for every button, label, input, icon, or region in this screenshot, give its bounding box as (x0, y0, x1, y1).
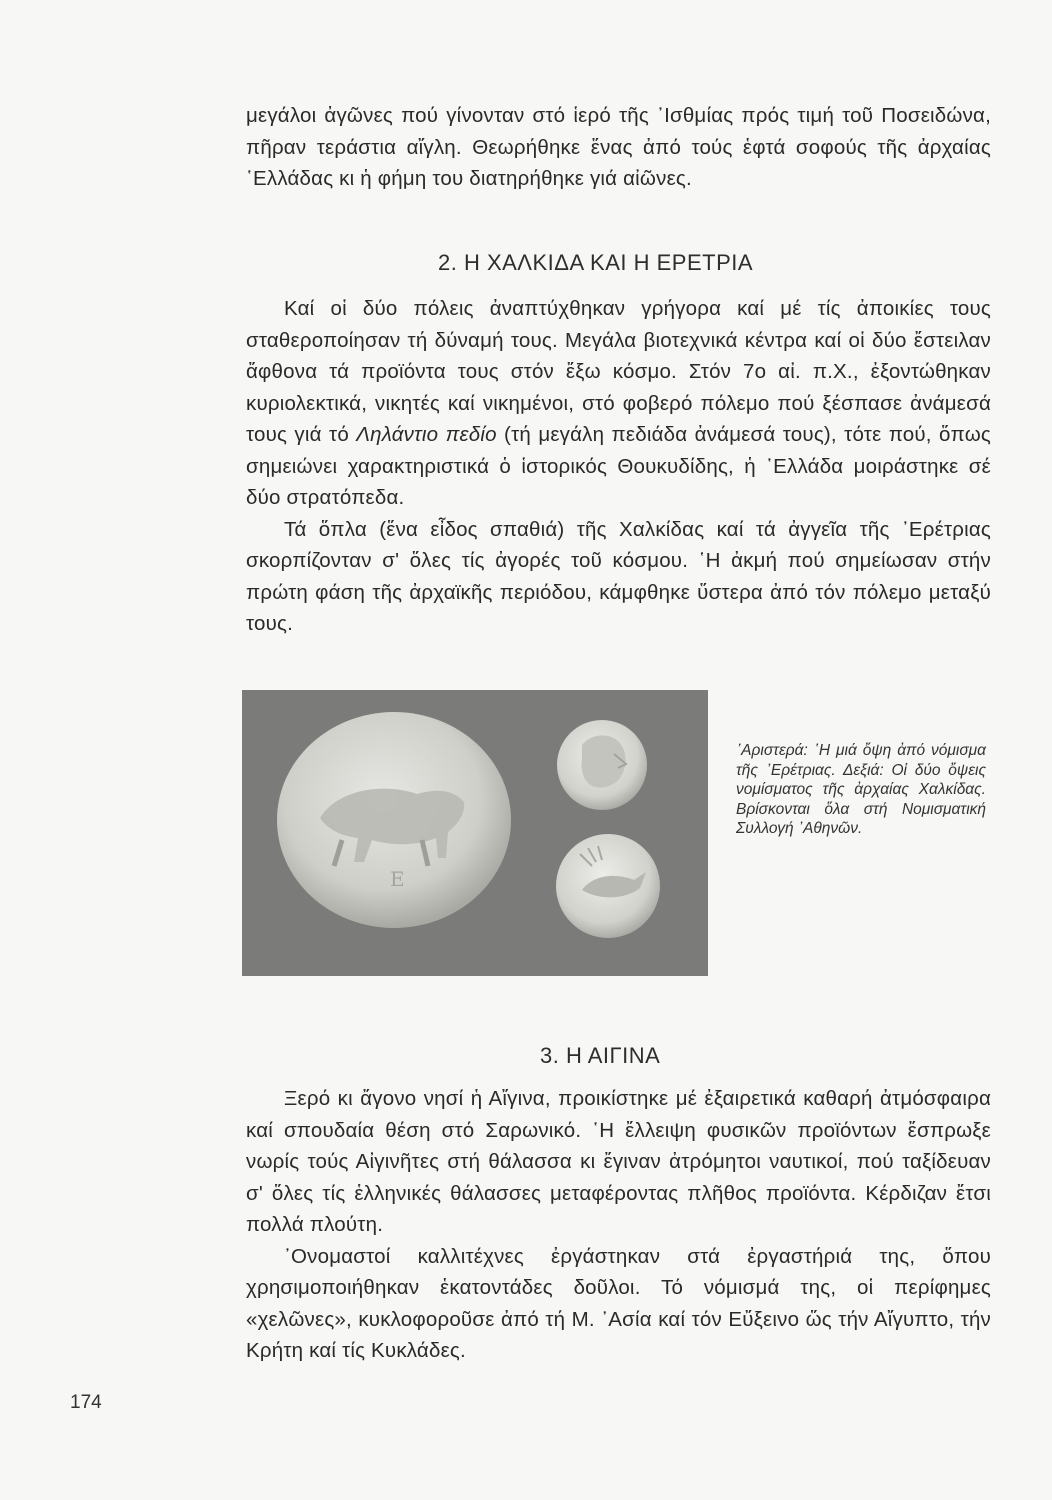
section-2-heading: 2. Η ΧΑΛΚΙΔΑ ΚΑΙ Η ΕΡΕΤΡΙΑ (438, 250, 754, 275)
chalcis-coin-reverse (556, 834, 660, 938)
coins-illustration (242, 690, 708, 976)
italic-term: Ληλάντιο πεδίο (356, 423, 497, 446)
chalcis-coin-obverse (557, 720, 647, 810)
section-3-heading: 3. Η ΑΙΓΙΝΑ (540, 1043, 661, 1068)
section-2-body (246, 293, 991, 640)
section-2-paragraph-1 (246, 293, 991, 514)
intro-paragraph: μεγάλοι ἀγῶνες πού γίνονταν στό ἱερό τῆς ᾿Ισθμίας πρός τιμή τοῦ Ποσειδώνα, πῆραν τεράστια αἴγλη. Θεωρήθηκε ἕνας ἀπό τούς ἑφτά σοφούς τῆς ἀρχαίας ῾Ελλάδας κι ἡ φήμη του διατηρήθηκε γιά αἰῶνες. (246, 104, 991, 190)
eretria-coin (277, 712, 511, 928)
text-run: Καί οἱ δύο πόλεις ἀναπτύχθηκαν γρήγορα καί μέ τίς ἀποικίες τους σταθεροποίησαν τή δύναμή τους. Μεγάλα βιοτεχνικά κέντρα καί οἱ δύο ἔστειλαν ἄφθονα τά προϊόντα τους στόν ἔξω κόσμο. Στόν 7ο αἰ. π.Χ., ἐξοντώθηκαν κυριολεκτικά, νικητές καί νικημένοι, στό φοβερό πόλεμο πού ξέσπασε ἀνάμεσά τους γιά τό (246, 297, 991, 446)
svg-text:Ε: Ε (390, 867, 405, 891)
section-2-paragraph-2: Τά ὅπλα (ἕνα εἶδος σπαθιά) τῆς Χαλκίδας καί τά ἀγγεῖα τῆς ᾿Ερέτριας σκορπίζονταν σ' ὅλες τίς ἀγορές τοῦ κόσμου. ῾Η ἀκμή πού σημείωσαν στήν πρώτη φάση τῆς ἀρχαϊκῆς περιόδου, κάμφθηκε ὕστερα ἀπό τόν πόλεμο μεταξύ τους. (246, 517, 991, 635)
intro-block (246, 100, 991, 195)
section-3-paragraph-1: Ξερό κι ἄγονο νησί ἡ Αἴγινα, προικίστηκε μέ ἐξαιρετικά καθαρή ἀτμόσφαιρα καί σπουδαία θέση στό Σαρωνικό. ῾Η ἔλλειψη φυσικῶν προϊόντων ἔσπρωξε νωρίς τούς Αἰγινῆτες στή θάλασσα κι ἔγιναν ἀτρόμητοι ναυτικοί, πού ταξίδευαν σ' ὅλες τίς ἑλληνικές θάλασσες μεταφέροντας πλῆθος προϊόντα. Κέρδιζαν ἔτσι πολλά πλούτη. (246, 1087, 991, 1236)
section-3-paragraph-2: ᾿Ονομαστοί καλλιτέχνες ἐργάστηκαν στά ἐργαστήριά της, ὅπου χρησιμοποιήθηκαν ἑκατοντάδες δοῦλοι. Τό νόμισμά της, οἱ περίφημες «χελῶνες», κυκλοφοροῦσε ἀπό τή Μ. ᾿Ασία καί τόν Εὔξεινο ὥς τήν Αἴγυπτο, τήν Κρήτη καί τίς Κυκλάδες. (246, 1244, 991, 1362)
coins-photograph (242, 690, 708, 976)
section-3-body (246, 1083, 991, 1367)
page-number: 174 (70, 1392, 102, 1413)
text-run: (τή μεγάλη πεδιάδα ἀνάμεσά τους), τότε πού, ὅπως σημειώνει χαρακτηριστικά ὁ ἱστορικός Θουκυδίδης, ἡ ῾Ελλάδα μοιράστηκε σέ δύο στρατόπεδα. (246, 423, 991, 509)
figure-caption: ᾿Αριστερά: ῾Η μιά ὄψη ἀπό νόμισμα τῆς ᾿Ερέτριας. Δεξιά: Οἱ δύο ὄψεις νομίσματος τῆς ἀρχαίας Χαλκίδας. Βρίσκονται ὅλα στή Νομισματική Συλλογή ᾿Αθηνῶν. (736, 742, 986, 837)
